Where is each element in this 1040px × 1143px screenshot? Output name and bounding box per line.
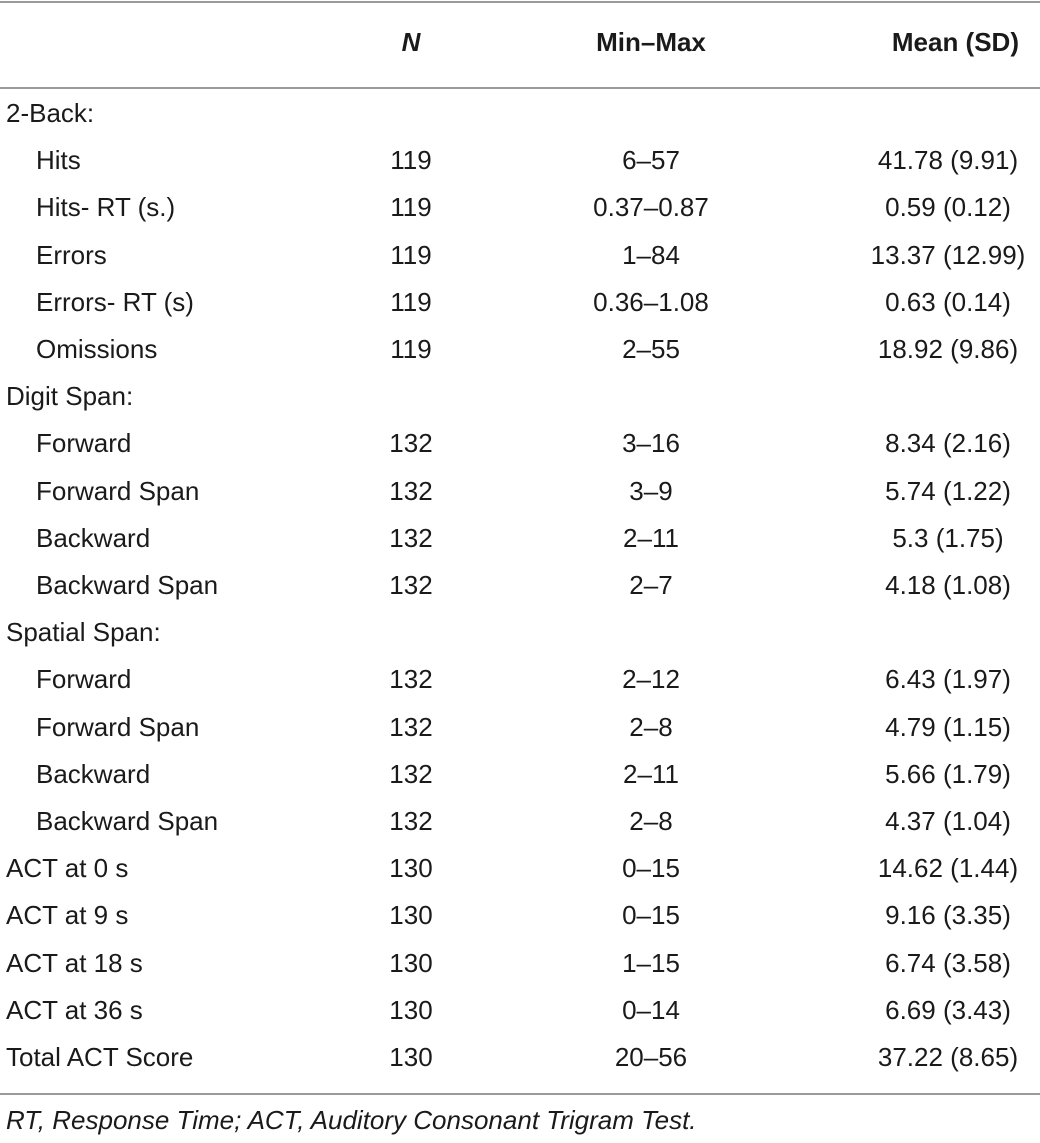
row-min-max: 3–9 — [629, 475, 673, 506]
row-min-max: 1–15 — [622, 947, 680, 978]
row-label: 2-Back: — [6, 98, 95, 128]
table-row — [0, 892, 1040, 939]
row-label: Forward Span — [36, 475, 200, 506]
table-row — [0, 845, 1040, 892]
row-label: Digit Span: — [6, 381, 134, 412]
row-min-max: 2–11 — [623, 522, 679, 553]
row-n: 132 — [389, 806, 433, 836]
row-min-max: 2–55 — [622, 334, 680, 364]
table-row — [0, 184, 1040, 231]
row-mean-sd: 6.74 (3.58) — [885, 947, 1011, 978]
row-mean-sd: 6.43 (1.97) — [885, 664, 1011, 695]
row-label: Omissions — [36, 334, 158, 364]
table-top-rule — [0, 1, 1040, 3]
row-mean-sd: 14.62 (1.44) — [877, 853, 1019, 884]
row-label: Forward — [36, 428, 132, 459]
row-min-max: 2–7 — [629, 570, 673, 600]
table-row — [0, 420, 1040, 467]
row-min-max: 0.37–0.87 — [593, 192, 709, 223]
row-n: 132 — [389, 570, 433, 600]
row-min-max: 6–57 — [622, 145, 680, 176]
row-n: 132 — [389, 711, 433, 742]
row-label: ACT at 18 s — [6, 947, 143, 978]
row-label: Forward Span — [36, 711, 200, 742]
table-row — [0, 1034, 1040, 1081]
row-min-max: 0–15 — [622, 853, 680, 884]
row-label: Errors- RT (s) — [36, 286, 194, 317]
row-mean-sd: 0.63 (0.14) — [885, 286, 1011, 317]
row-n: 119 — [390, 286, 432, 317]
table-row — [0, 373, 1040, 420]
row-mean-sd: 6.69 (3.43) — [885, 994, 1011, 1025]
row-min-max: 2–11 — [623, 758, 679, 789]
row-min-max: 2–8 — [629, 711, 673, 742]
table-row — [0, 798, 1040, 845]
table-row — [0, 609, 1040, 656]
row-mean-sd: 4.37 (1.04) — [885, 806, 1011, 836]
row-n: 130 — [389, 994, 433, 1025]
row-n: 119 — [390, 239, 432, 270]
row-label: Forward — [36, 664, 132, 695]
table-row — [0, 940, 1040, 987]
row-label: Backward Span — [36, 570, 219, 600]
table-row — [0, 515, 1040, 562]
table-bottom-rule — [0, 1093, 1040, 1095]
row-min-max: 0–15 — [622, 900, 680, 931]
row-mean-sd: 5.66 (1.79) — [885, 758, 1011, 789]
row-mean-sd: 18.92 (9.86) — [877, 334, 1019, 364]
row-n: 130 — [389, 1042, 433, 1072]
row-mean-sd: 5.3 (1.75) — [892, 522, 1004, 553]
row-n: 130 — [389, 947, 433, 978]
table-row — [0, 987, 1040, 1034]
row-mean-sd: 4.79 (1.15) — [885, 711, 1011, 742]
row-n: 132 — [389, 758, 433, 789]
header-n: N — [401, 27, 421, 57]
row-label: Hits — [36, 145, 81, 176]
row-n: 132 — [389, 475, 433, 506]
row-n: 130 — [389, 853, 433, 884]
table-row — [0, 326, 1040, 373]
table-row — [0, 90, 1040, 137]
table-footnote: RT, Response Time; ACT, Auditory Consonant Trigram Test. — [6, 1105, 697, 1135]
table-row — [0, 656, 1040, 703]
table-row — [0, 137, 1040, 184]
row-mean-sd: 0.59 (0.12) — [885, 192, 1011, 223]
row-label: Total ACT Score — [6, 1042, 194, 1072]
row-min-max: 2–12 — [622, 664, 680, 695]
row-label: ACT at 0 s — [6, 853, 129, 884]
row-label: Backward — [36, 758, 151, 789]
table-row — [0, 279, 1040, 326]
row-mean-sd: 4.18 (1.08) — [885, 570, 1011, 600]
row-min-max: 2–8 — [629, 806, 673, 836]
row-label: Errors — [36, 239, 107, 270]
row-min-max: 0–14 — [622, 994, 680, 1025]
row-mean-sd: 37.22 (8.65) — [877, 1042, 1019, 1072]
row-label: ACT at 36 s — [6, 994, 143, 1025]
row-mean-sd: 41.78 (9.91) — [877, 145, 1019, 176]
row-label: Backward — [36, 522, 151, 553]
table-row — [0, 751, 1040, 798]
table-row — [0, 232, 1040, 279]
row-n: 130 — [389, 900, 433, 931]
row-label: ACT at 9 s — [6, 900, 129, 931]
row-n: 132 — [389, 664, 433, 695]
row-min-max: 3–16 — [622, 428, 680, 459]
row-mean-sd: 9.16 (3.35) — [885, 900, 1011, 931]
row-label: Hits- RT (s.) — [36, 192, 176, 223]
row-mean-sd: 8.34 (2.16) — [885, 428, 1011, 459]
row-n: 132 — [389, 428, 433, 459]
row-min-max: 20–56 — [614, 1042, 688, 1072]
row-mean-sd: 13.37 (12.99) — [870, 239, 1026, 270]
row-n: 132 — [389, 522, 433, 553]
header-mean-sd: Mean (SD) — [891, 27, 1019, 57]
row-n: 119 — [390, 145, 432, 176]
table-row — [0, 562, 1040, 609]
row-label: Backward Span — [36, 806, 219, 836]
row-label: Spatial Span: — [6, 617, 161, 648]
row-min-max: 1–84 — [622, 239, 680, 270]
row-min-max: 0.36–1.08 — [593, 286, 709, 317]
table-row — [0, 468, 1040, 515]
table-row — [0, 704, 1040, 751]
row-n: 119 — [390, 192, 432, 223]
table-header-rule — [0, 87, 1040, 89]
header-min-max: Min–Max — [596, 27, 706, 57]
row-mean-sd: 5.74 (1.22) — [885, 475, 1011, 506]
row-n: 119 — [390, 334, 432, 364]
